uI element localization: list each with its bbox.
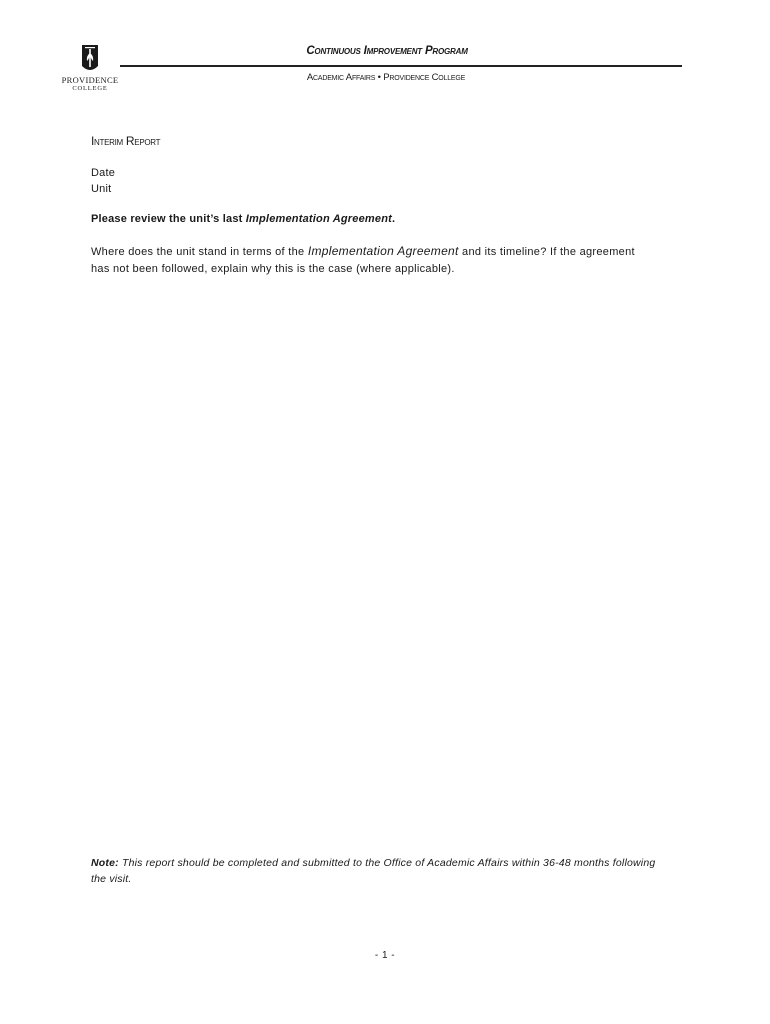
program-title: Continuous Improvement Program [306, 45, 468, 57]
review-instruction [91, 213, 395, 225]
date-label: Date [91, 167, 116, 179]
note-text: This report should be completed and submitted to the Office of Academic Affairs within 36-48 months following the visit. [91, 857, 656, 885]
report-heading: Interim Report [91, 134, 161, 148]
logo-subtitle: COLLEGE [72, 84, 108, 92]
question-suffix: and its timeline? If the agreement has not been followed, explain why this is the case (where applicable). [91, 246, 635, 275]
review-prefix: Please review the unit’s last [91, 213, 246, 225]
question-text [91, 243, 651, 278]
page-number: - 1 - [374, 950, 396, 961]
program-subtitle: Academic Affairs • Providence College [306, 72, 466, 83]
logo-name: PROVIDENCE [61, 75, 119, 85]
note-label: Note: [91, 857, 119, 869]
footer-note [91, 855, 671, 887]
review-emphasis: Implementation Agreement [245, 213, 392, 225]
review-suffix: . [391, 213, 396, 225]
unit-label: Unit [91, 183, 112, 195]
header-divider [120, 65, 682, 67]
question-emphasis: Implementation Agreement [307, 244, 459, 258]
question-prefix: Where does the unit stand in terms of the [91, 246, 308, 258]
